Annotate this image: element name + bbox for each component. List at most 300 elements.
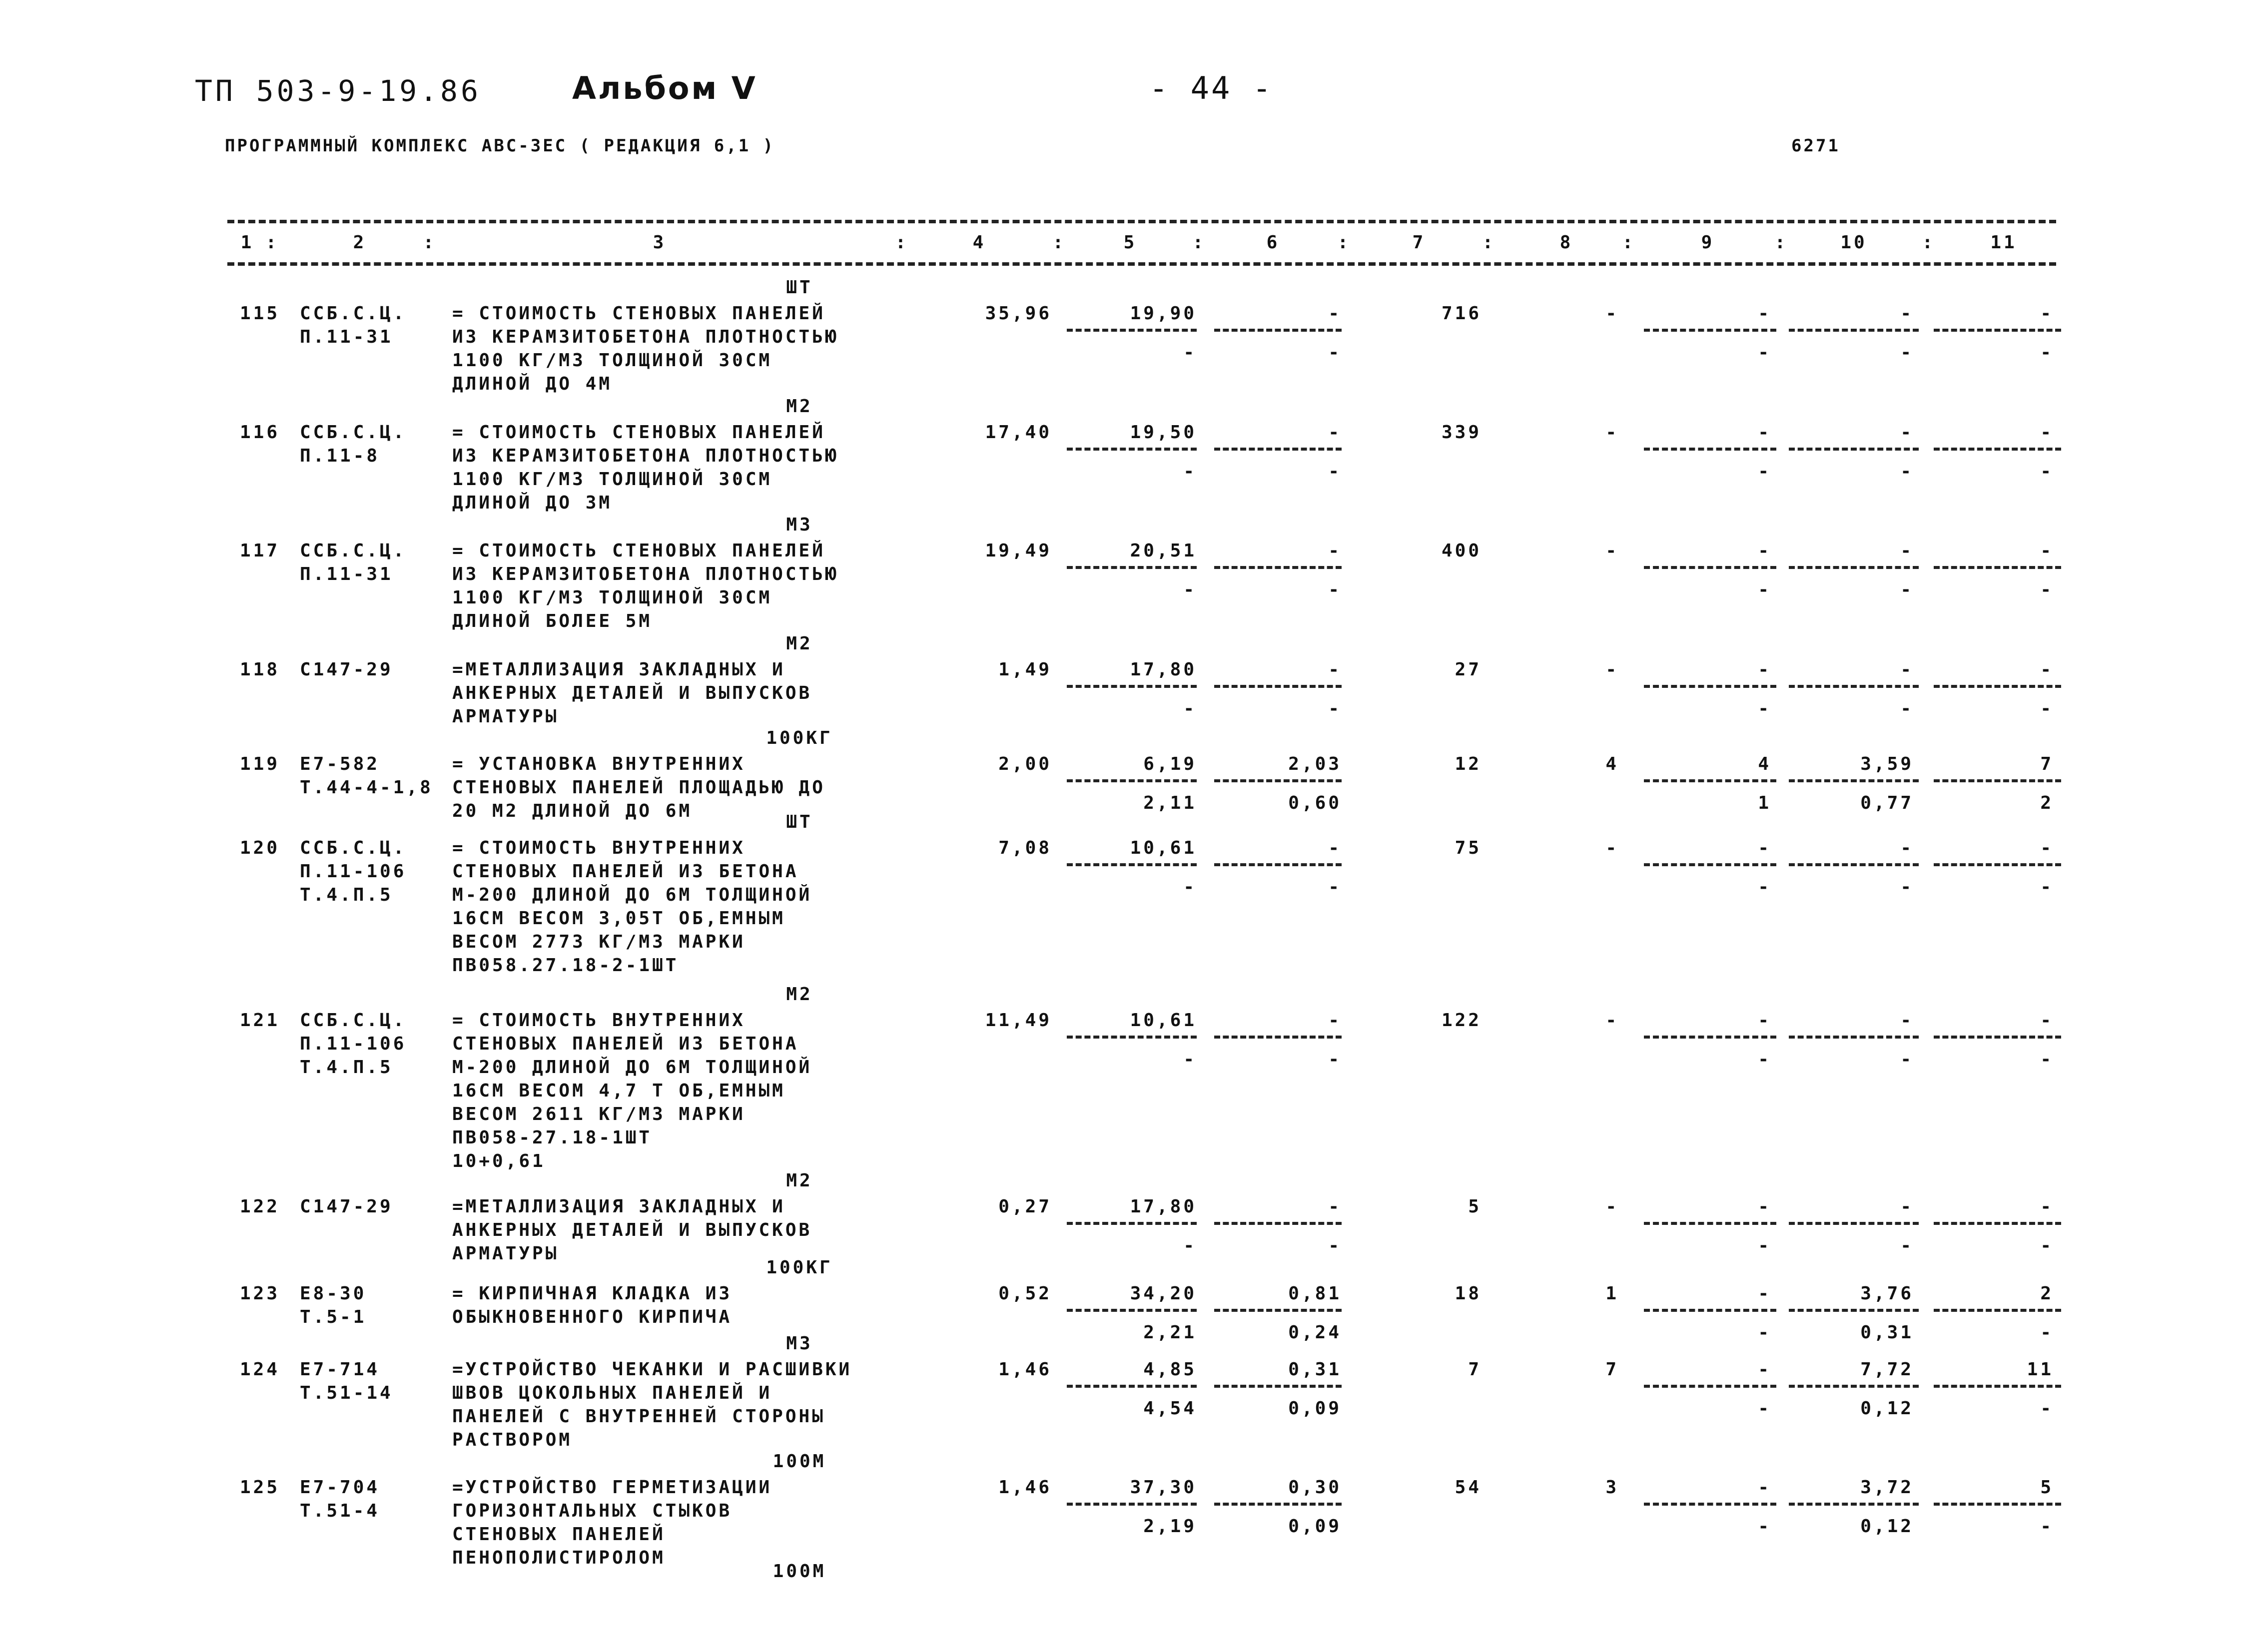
labor-cost-secondary: - [1900, 579, 1914, 600]
work-description: ПВ058.27.18-2-1ШТ [452, 955, 679, 976]
labor-total-secondary: - [2040, 1049, 2054, 1070]
work-description: =МЕТАЛЛИЗАЦИЯ ЗАКЛАДНЫХ И [452, 659, 785, 680]
unit-label: М3 [786, 1333, 813, 1354]
work-description: ОБЫКНОВЕННОГО КИРПИЧА [452, 1307, 733, 1327]
work-description: = УСТАНОВКА ВНУТРЕННИХ [452, 754, 746, 774]
labor-cost: - [1900, 1196, 1914, 1217]
unit-wage: - [1328, 303, 1342, 324]
work-description: 1100 КГ/М3 ТОЛЩИНОЙ 30СМ [452, 587, 772, 608]
norm-code: ССБ.С.Ц. [300, 303, 407, 324]
unit-wage: - [1328, 1196, 1342, 1217]
row-number: 115 [240, 303, 280, 324]
machine-cost-secondary: - [1758, 1398, 1771, 1419]
cell-divider [1789, 1385, 1919, 1388]
work-description: СТЕНОВЫХ ПАНЕЛЕЙ ИЗ БЕТОНА [452, 861, 799, 882]
column-header-7: 7 [1412, 232, 1426, 253]
norm-code: П.11-31 [300, 564, 393, 584]
work-description: ПАНЕЛЕЙ С ВНУТРЕННЕЙ СТОРОНЫ [452, 1406, 825, 1427]
unit-wage-secondary: - [1328, 342, 1342, 363]
row-number: 120 [240, 838, 280, 858]
cell-divider [1644, 1036, 1776, 1039]
total-wage: - [1605, 838, 1619, 858]
work-description: ПЕНОПОЛИСТИРОЛОМ [452, 1548, 666, 1568]
labor-total: - [2040, 541, 2054, 561]
labor-cost-secondary: 0,77 [1860, 793, 1914, 813]
work-description: ДЛИНОЙ ДО 4М [452, 374, 613, 394]
labor-cost: - [1900, 659, 1914, 680]
column-header-6: 6 [1266, 232, 1280, 253]
unit-wage-secondary: 0,60 [1288, 793, 1342, 813]
work-description: СТЕНОВЫХ ПАНЕЛЕЙ [452, 1524, 666, 1545]
cell-divider [1934, 1503, 2061, 1506]
unit-label: М3 [786, 515, 813, 535]
column-separator: : [1337, 232, 1351, 253]
unit-cost-secondary: - [1183, 461, 1197, 482]
work-description: АРМАТУРЫ [452, 706, 559, 727]
cell-divider [1644, 1503, 1776, 1506]
cell-divider [1214, 566, 1342, 569]
work-description: = СТОИМОСТЬ ВНУТРЕННИХ [452, 838, 746, 858]
cell-divider [1214, 779, 1342, 782]
total-wage: - [1605, 422, 1619, 443]
total-wage: 4 [1605, 754, 1619, 774]
labor-cost-secondary: 0,12 [1860, 1398, 1914, 1419]
unit-wage: - [1328, 422, 1342, 443]
machine-cost: 4 [1758, 754, 1771, 774]
unit-wage-secondary: 0,09 [1288, 1398, 1342, 1419]
cell-divider [1934, 1222, 2061, 1225]
machine-cost-secondary: - [1758, 1049, 1771, 1070]
unit-wage: - [1328, 659, 1342, 680]
labor-total: 7 [2040, 754, 2054, 774]
program-title: ПРОГРАММНЫЙ КОМПЛЕКС АВС-3ЕС ( РЕДАКЦИЯ 6,1 ) [225, 136, 775, 156]
quantity: 1,49 [998, 659, 1052, 680]
quantity: 17,40 [985, 422, 1052, 443]
total-wage: - [1605, 541, 1619, 561]
work-description: =МЕТАЛЛИЗАЦИЯ ЗАКЛАДНЫХ И [452, 1196, 785, 1217]
total-cost: 339 [1441, 422, 1482, 443]
norm-code: П.11-31 [300, 327, 393, 347]
cell-divider [1789, 779, 1919, 782]
cell-divider [1934, 779, 2061, 782]
norm-code: Е7-714 [300, 1359, 380, 1380]
labor-cost-secondary: - [1900, 1235, 1914, 1256]
work-description: 1100 КГ/М3 ТОЛЩИНОЙ 30СМ [452, 350, 772, 371]
unit-label: 100КГ [766, 1257, 833, 1278]
page-number: - 44 - [1149, 70, 1273, 106]
cell-divider [1789, 1222, 1919, 1225]
cell-divider [1934, 566, 2061, 569]
column-separator: : [1482, 232, 1496, 253]
cell-divider [1934, 329, 2061, 332]
work-description: ДЛИНОЙ БОЛЕЕ 5М [452, 611, 653, 631]
machine-cost-secondary: - [1758, 461, 1771, 482]
machine-cost: - [1758, 541, 1771, 561]
machine-cost: - [1758, 1283, 1771, 1304]
norm-code: Т.4.П.5 [300, 885, 393, 905]
cell-divider [1789, 1036, 1919, 1039]
total-wage: 1 [1605, 1283, 1619, 1304]
quantity: 0,27 [998, 1196, 1052, 1217]
unit-cost-secondary: - [1183, 698, 1197, 719]
machine-cost: - [1758, 1196, 1771, 1217]
work-description: ИЗ КЕРАМЗИТОБЕТОНА ПЛОТНОСТЬЮ [452, 564, 839, 584]
row-number: 117 [240, 541, 280, 561]
work-description: 10+0,61 [452, 1151, 546, 1171]
row-number: 124 [240, 1359, 280, 1380]
unit-wage-secondary: 0,24 [1288, 1322, 1342, 1343]
unit-wage-secondary: - [1328, 461, 1342, 482]
row-number: 119 [240, 754, 280, 774]
cell-divider [1644, 863, 1776, 866]
cell-divider [1644, 566, 1776, 569]
labor-total-secondary: - [2040, 877, 2054, 897]
labor-cost-secondary: - [1900, 698, 1914, 719]
quantity: 35,96 [985, 303, 1052, 324]
cell-divider [1067, 685, 1197, 688]
unit-label: М2 [786, 396, 813, 417]
work-description: 1100 КГ/М3 ТОЛЩИНОЙ 30СМ [452, 469, 772, 490]
total-wage: - [1605, 1010, 1619, 1031]
row-number: 123 [240, 1283, 280, 1304]
unit-cost-secondary: 2,19 [1143, 1516, 1197, 1537]
cell-divider [1789, 685, 1919, 688]
work-description: = СТОИМОСТЬ СТЕНОВЫХ ПАНЕЛЕЙ [452, 303, 825, 324]
column-header-9: 9 [1701, 232, 1715, 253]
unit-wage-secondary: - [1328, 1235, 1342, 1256]
unit-cost-secondary: - [1183, 877, 1197, 897]
labor-cost-secondary: - [1900, 461, 1914, 482]
norm-code: ССБ.С.Ц. [300, 1010, 407, 1031]
norm-code: Т.5-1 [300, 1307, 367, 1327]
table-top-rule [227, 220, 2056, 223]
unit-cost: 17,80 [1130, 659, 1197, 680]
unit-wage: 0,81 [1288, 1283, 1342, 1304]
machine-cost-secondary: - [1758, 877, 1771, 897]
quantity: 11,49 [985, 1010, 1052, 1031]
labor-cost: 7,72 [1860, 1359, 1914, 1380]
column-header-3: 3 [653, 232, 667, 253]
work-description: ВЕСОМ 2611 КГ/М3 МАРКИ [452, 1104, 746, 1124]
album-label: Альбом V [572, 70, 757, 106]
labor-total: - [2040, 303, 2054, 324]
cell-divider [1789, 1503, 1919, 1506]
machine-cost-secondary: - [1758, 342, 1771, 363]
total-cost: 716 [1441, 303, 1482, 324]
norm-code: Т.51-4 [300, 1501, 380, 1521]
machine-cost-secondary: - [1758, 1516, 1771, 1537]
unit-wage: - [1328, 1010, 1342, 1031]
column-separator: : [1922, 232, 1936, 253]
machine-cost-secondary: - [1758, 698, 1771, 719]
work-description: = КИРПИЧНАЯ КЛАДКА ИЗ [452, 1283, 733, 1304]
unit-wage-secondary: - [1328, 1049, 1342, 1070]
labor-total: - [2040, 422, 2054, 443]
unit-cost-secondary: - [1183, 342, 1197, 363]
total-cost: 18 [1455, 1283, 1482, 1304]
cell-divider [1644, 1222, 1776, 1225]
labor-cost: - [1900, 838, 1914, 858]
work-description: ИЗ КЕРАМЗИТОБЕТОНА ПЛОТНОСТЬЮ [452, 446, 839, 466]
unit-cost: 10,61 [1130, 1010, 1197, 1031]
unit-label: ШТ [786, 812, 813, 832]
labor-cost: 3,76 [1860, 1283, 1914, 1304]
column-header-5: 5 [1123, 232, 1137, 253]
cell-divider [1067, 448, 1197, 451]
unit-label: М2 [786, 984, 813, 1005]
labor-cost: - [1900, 422, 1914, 443]
row-number: 121 [240, 1010, 280, 1031]
norm-code: П.11-106 [300, 861, 407, 882]
labor-cost: 3,72 [1860, 1477, 1914, 1498]
unit-cost-secondary: 2,11 [1143, 793, 1197, 813]
cell-divider [1644, 329, 1776, 332]
cell-divider [1934, 863, 2061, 866]
cell-divider [1067, 1036, 1197, 1039]
machine-cost-secondary: 1 [1758, 793, 1771, 813]
cell-divider [1214, 863, 1342, 866]
unit-cost: 4,85 [1143, 1359, 1197, 1380]
work-description: АРМАТУРЫ [452, 1243, 559, 1264]
labor-total-secondary: - [2040, 1322, 2054, 1343]
work-description: ПВ058-27.18-1ШТ [452, 1127, 653, 1148]
cell-divider [1934, 1385, 2061, 1388]
column-separator: : [895, 232, 909, 253]
total-cost: 12 [1455, 754, 1482, 774]
quantity: 1,46 [998, 1477, 1052, 1498]
machine-cost: - [1758, 422, 1771, 443]
labor-total: - [2040, 1196, 2054, 1217]
unit-wage: - [1328, 838, 1342, 858]
column-separator: : [1622, 232, 1636, 253]
norm-code: Е7-704 [300, 1477, 380, 1498]
labor-total-secondary: - [2040, 1235, 2054, 1256]
work-description: М-200 ДЛИНОЙ ДО 6М ТОЛЩИНОЙ [452, 885, 812, 905]
total-wage: - [1605, 303, 1619, 324]
total-wage: 7 [1605, 1359, 1619, 1380]
labor-total-secondary: - [2040, 698, 2054, 719]
labor-total-secondary: - [2040, 579, 2054, 600]
column-header-1: 1 [240, 232, 254, 253]
work-description: ИЗ КЕРАМЗИТОБЕТОНА ПЛОТНОСТЬЮ [452, 327, 839, 347]
unit-wage: 2,03 [1288, 754, 1342, 774]
column-header-2: 2 [353, 232, 367, 253]
work-description: ГОРИЗОНТАЛЬНЫХ СТЫКОВ [452, 1501, 733, 1521]
machine-cost: - [1758, 303, 1771, 324]
unit-label: 100М [772, 1451, 826, 1472]
labor-total: - [2040, 659, 2054, 680]
work-description: 20 М2 ДЛИНОЙ ДО 6М [452, 801, 693, 821]
norm-code: П.11-106 [300, 1034, 407, 1054]
cell-divider [1789, 329, 1919, 332]
cell-divider [1789, 448, 1919, 451]
unit-label: М2 [786, 1170, 813, 1191]
cell-divider [1214, 685, 1342, 688]
labor-total-secondary: - [2040, 1516, 2054, 1537]
machine-cost: - [1758, 1359, 1771, 1380]
unit-label: М2 [786, 633, 813, 654]
labor-total: - [2040, 838, 2054, 858]
unit-wage: - [1328, 541, 1342, 561]
column-separator: : [1052, 232, 1066, 253]
work-description: ДЛИНОЙ ДО 3М [452, 493, 613, 513]
column-header-10: 10 [1840, 232, 1867, 253]
labor-cost-secondary: - [1900, 342, 1914, 363]
document-number: 6271 [1791, 136, 1840, 156]
labor-cost-secondary: 0,31 [1860, 1322, 1914, 1343]
work-description: АНКЕРНЫХ ДЕТАЛЕЙ И ВЫПУСКОВ [452, 1220, 812, 1240]
unit-cost: 19,50 [1130, 422, 1197, 443]
labor-cost: 3,59 [1860, 754, 1914, 774]
work-description: = СТОИМОСТЬ ВНУТРЕННИХ [452, 1010, 746, 1031]
work-description: РАСТВОРОМ [452, 1430, 573, 1450]
labor-total-secondary: - [2040, 1398, 2054, 1419]
unit-label: ШТ [786, 277, 813, 298]
machine-cost: - [1758, 1477, 1771, 1498]
labor-cost-secondary: - [1900, 1049, 1914, 1070]
work-description: =УСТРОЙСТВО ЧЕКАНКИ И РАСШИВКИ [452, 1359, 852, 1380]
cell-divider [1214, 1036, 1342, 1039]
cell-divider [1934, 1036, 2061, 1039]
unit-cost: 19,90 [1130, 303, 1197, 324]
labor-cost: - [1900, 303, 1914, 324]
cell-divider [1934, 448, 2061, 451]
total-cost: 400 [1441, 541, 1482, 561]
unit-cost: 17,80 [1130, 1196, 1197, 1217]
norm-code: ССБ.С.Ц. [300, 422, 407, 443]
cell-divider [1789, 863, 1919, 866]
row-number: 116 [240, 422, 280, 443]
norm-code: ССБ.С.Ц. [300, 838, 407, 858]
work-description: = СТОИМОСТЬ СТЕНОВЫХ ПАНЕЛЕЙ [452, 541, 825, 561]
norm-code: С147-29 [300, 659, 393, 680]
norm-code: ССБ.С.Ц. [300, 541, 407, 561]
cell-divider [1644, 779, 1776, 782]
document-code: ТП 503-9-19.86 [195, 74, 481, 108]
machine-cost: - [1758, 838, 1771, 858]
cell-divider [1644, 1385, 1776, 1388]
labor-total: 2 [2040, 1283, 2054, 1304]
total-cost: 122 [1441, 1010, 1482, 1031]
norm-code: Е8-30 [300, 1283, 367, 1304]
cell-divider [1067, 1503, 1197, 1506]
unit-wage: 0,31 [1288, 1359, 1342, 1380]
column-header-8: 8 [1559, 232, 1573, 253]
work-description: = СТОИМОСТЬ СТЕНОВЫХ ПАНЕЛЕЙ [452, 422, 825, 443]
column-separator: : [265, 232, 279, 253]
cell-divider [1067, 779, 1197, 782]
work-description: 16СМ ВЕСОМ 4,7 Т ОБ,ЕМНЫМ [452, 1081, 785, 1101]
labor-total: 5 [2040, 1477, 2054, 1498]
cell-divider [1214, 1385, 1342, 1388]
column-separator: : [1192, 232, 1206, 253]
work-description: ШВОВ ЦОКОЛЬНЫХ ПАНЕЛЕЙ И [452, 1383, 772, 1403]
cell-divider [1067, 1222, 1197, 1225]
unit-label: 100КГ [766, 728, 833, 748]
machine-cost: - [1758, 1010, 1771, 1031]
machine-cost-secondary: - [1758, 1322, 1771, 1343]
total-cost: 75 [1455, 838, 1482, 858]
row-number: 125 [240, 1477, 280, 1498]
total-cost: 5 [1468, 1196, 1482, 1217]
machine-cost-secondary: - [1758, 1235, 1771, 1256]
labor-total-secondary: - [2040, 461, 2054, 482]
unit-cost: 10,61 [1130, 838, 1197, 858]
total-wage: - [1605, 1196, 1619, 1217]
labor-total: - [2040, 1010, 2054, 1031]
cell-divider [1934, 685, 2061, 688]
work-description: =УСТРОЙСТВО ГЕРМЕТИЗАЦИИ [452, 1477, 772, 1498]
cell-divider [1644, 685, 1776, 688]
quantity: 19,49 [985, 541, 1052, 561]
labor-cost: - [1900, 1010, 1914, 1031]
labor-total-secondary: - [2040, 342, 2054, 363]
cell-divider [1644, 1309, 1776, 1312]
cell-divider [1789, 1309, 1919, 1312]
cell-divider [1067, 566, 1197, 569]
trailing-unit: 100М [772, 1561, 826, 1582]
unit-cost-secondary: - [1183, 579, 1197, 600]
labor-cost: - [1900, 541, 1914, 561]
unit-cost: 34,20 [1130, 1283, 1197, 1304]
norm-code: Е7-582 [300, 754, 380, 774]
column-separator: : [1774, 232, 1788, 253]
quantity: 2,00 [998, 754, 1052, 774]
work-description: СТЕНОВЫХ ПАНЕЛЕЙ ПЛОЩАДЬЮ ДО [452, 777, 825, 798]
column-header-4: 4 [972, 232, 986, 253]
column-header-11: 11 [1990, 232, 2017, 253]
unit-cost-secondary: 4,54 [1143, 1398, 1197, 1419]
cell-divider [1214, 1309, 1342, 1312]
total-cost: 27 [1455, 659, 1482, 680]
work-description: СТЕНОВЫХ ПАНЕЛЕЙ ИЗ БЕТОНА [452, 1034, 799, 1054]
labor-total: 11 [2027, 1359, 2054, 1380]
cell-divider [1067, 863, 1197, 866]
unit-wage: 0,30 [1288, 1477, 1342, 1498]
cell-divider [1934, 1309, 2061, 1312]
cell-divider [1644, 448, 1776, 451]
unit-cost-secondary: 2,21 [1143, 1322, 1197, 1343]
cell-divider [1067, 1385, 1197, 1388]
norm-code: П.11-8 [300, 446, 380, 466]
cell-divider [1067, 1309, 1197, 1312]
machine-cost: - [1758, 659, 1771, 680]
unit-cost: 37,30 [1130, 1477, 1197, 1498]
unit-wage-secondary: 0,09 [1288, 1516, 1342, 1537]
unit-wage-secondary: - [1328, 698, 1342, 719]
work-description: 16СМ ВЕСОМ 3,05Т ОБ,ЕМНЫМ [452, 908, 785, 929]
unit-cost: 20,51 [1130, 541, 1197, 561]
labor-cost-secondary: 0,12 [1860, 1516, 1914, 1537]
norm-code: Т.4.П.5 [300, 1057, 393, 1078]
cell-divider [1214, 329, 1342, 332]
work-description: М-200 ДЛИНОЙ ДО 6М ТОЛЩИНОЙ [452, 1057, 812, 1078]
total-wage: 3 [1605, 1477, 1619, 1498]
quantity: 0,52 [998, 1283, 1052, 1304]
work-description: АНКЕРНЫХ ДЕТАЛЕЙ И ВЫПУСКОВ [452, 683, 812, 703]
labor-total-secondary: 2 [2040, 793, 2054, 813]
total-wage: - [1605, 659, 1619, 680]
unit-cost-secondary: - [1183, 1049, 1197, 1070]
row-number: 118 [240, 659, 280, 680]
unit-cost-secondary: - [1183, 1235, 1197, 1256]
quantity: 1,46 [998, 1359, 1052, 1380]
labor-cost-secondary: - [1900, 877, 1914, 897]
cell-divider [1214, 448, 1342, 451]
total-cost: 7 [1468, 1359, 1482, 1380]
cell-divider [1789, 566, 1919, 569]
unit-wage-secondary: - [1328, 877, 1342, 897]
